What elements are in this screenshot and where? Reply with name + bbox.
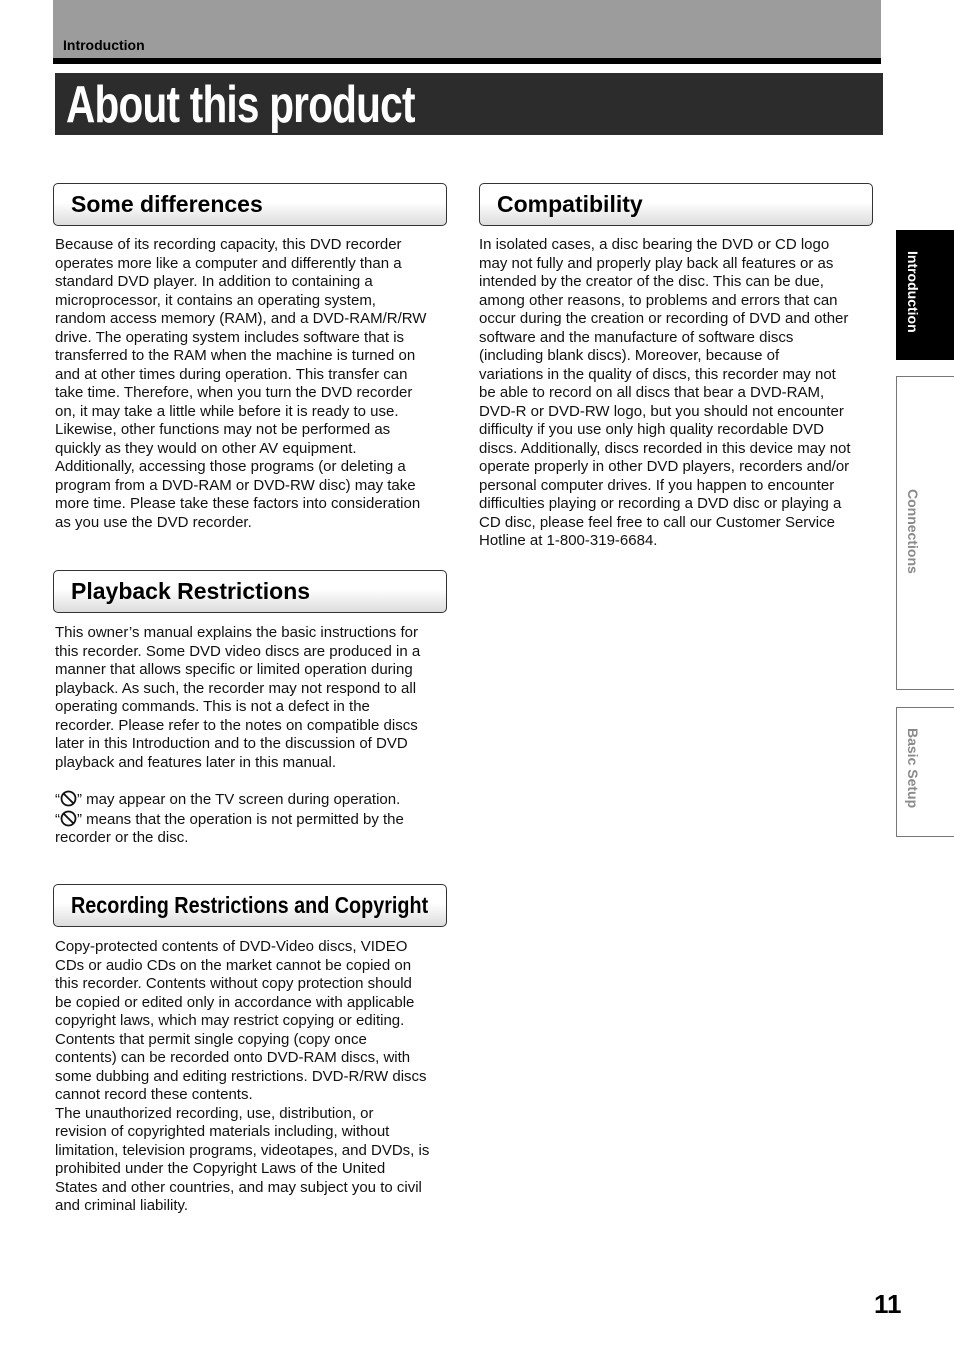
some-differences-text (55, 236, 426, 532)
compatibility-heading: Compatibility (497, 191, 643, 217)
text-line: drive. The operating system includes software that is (55, 328, 405, 346)
text-line: among other reasons, to problems and errors that can (479, 291, 838, 309)
text-line: Additionally, accessing those programs (or deleting a (55, 458, 406, 475)
text-line: prohibited under the Copyright Laws of the United (55, 1160, 386, 1177)
text-line: playback. As such, the recorder may not respond to all (55, 679, 417, 697)
text-line: Copy-protected contents of DVD-Video discs, VIDEO (55, 938, 408, 955)
text-line: discs. Additionally, discs recorded in this device may not (479, 439, 851, 457)
text-line: some dubbing and editing restrictions. DVD-R/RW discs (55, 1067, 427, 1085)
text-line: operate properly in other DVD players, recorders and/or (479, 458, 850, 475)
text-line: personal computer drives. If you happen to encounter (479, 476, 835, 494)
playback-restrictions-heading-box (53, 570, 447, 613)
text-line: occur during the creation or recording of DVD and other (479, 310, 849, 327)
text-line: Likewise, other functions may not be performed as (55, 421, 391, 438)
text-line: and at other times during operation. This transfer can (55, 365, 408, 383)
recording-restrictions-text (55, 938, 429, 1216)
text-line: more time. Please take these factors into consideration (55, 495, 421, 512)
text-line: this recorder. Some DVD video discs are produced in a (55, 642, 421, 660)
text-line: operates more like a computer and differently than a (55, 254, 402, 272)
text-line: This owner’s manual explains the basic instructions for (55, 624, 418, 641)
text-line: In isolated cases, a disc bearing the DVD or CD logo (479, 236, 830, 253)
playback-restrictions-text (55, 624, 420, 772)
some-differences-heading-box (53, 183, 447, 226)
text-line: recorder. Please refer to the notes on compatible discs (55, 716, 418, 734)
recording-restrictions-heading-box (53, 884, 447, 927)
text-line: program from a DVD-RAM or DVD-RW disc) may take (55, 476, 416, 494)
page-number: 11 (874, 1289, 902, 1319)
text-line: CDs or audio CDs on the market cannot be copied on (55, 956, 412, 974)
title-bar (55, 73, 883, 135)
text-line: be copied or edited only in accordance with applicable (55, 993, 415, 1011)
text-line: The unauthorized recording, use, distribution, or (55, 1104, 374, 1122)
text-line: and criminal liability. (55, 1197, 189, 1214)
text-line: transferred to the RAM when the machine is turned on (55, 347, 416, 364)
text-line: may not fully and properly play back all features or as (479, 254, 834, 272)
side-tab-basic-setup[interactable] (896, 707, 954, 837)
prohibit-icon-note (55, 790, 404, 848)
text-line: (including blank discs). Moreover, because of (479, 347, 780, 364)
text-line: DVD-R or DVD-RW logo, but you should not encounter (479, 402, 844, 420)
recording-restrictions-heading: Recording Restrictions and Copyright (71, 892, 429, 918)
text-line: as you use the DVD recorder. (55, 513, 252, 531)
text-line: CD disc, please feel free to call our Customer Service (479, 513, 835, 531)
icon-note-line-3: recorder or the disc. (55, 829, 189, 846)
side-tab-connections[interactable] (896, 376, 954, 690)
text-line: manner that allows specific or limited operation during (55, 661, 413, 678)
text-line: States and other countries, and may subject you to civil (55, 1178, 422, 1196)
text-line: take time. Therefore, when you turn the DVD recorder (55, 384, 413, 401)
prohibit-icon (60, 810, 77, 827)
text-line: contents) can be recorded onto DVD-RAM discs, with (55, 1049, 411, 1066)
some-differences-heading: Some differences (71, 191, 263, 217)
side-tab-basic-setup-label: Basic Setup (905, 728, 921, 809)
text-line: software and the manufacture of software discs (479, 328, 794, 346)
text-line: random access memory (RAM), and a DVD-RAM/R/RW (55, 310, 427, 327)
text-line: Hotline at 1-800-319-6684. (479, 532, 658, 549)
header-rule (53, 58, 881, 64)
icon-note-line-1: “ ” may appear on the TV screen during operation. (55, 791, 401, 808)
text-line: Because of its recording capacity, this DVD recorder (55, 236, 402, 253)
playback-restrictions-heading: Playback Restrictions (71, 578, 311, 604)
text-line: intended by the creator of the disc. This can be due, (479, 273, 824, 290)
prohibit-icon (60, 790, 77, 807)
side-tab-introduction-label: Introduction (905, 251, 921, 333)
text-line: operating commands. This is not a defect in the (55, 698, 370, 715)
icon-note-line-2: “ ” means that the operation is not permitted by the (55, 810, 404, 828)
text-line: copyright laws, which may restrict copying or editing. (55, 1012, 405, 1029)
text-line: quickly as they would on other AV equipment. (55, 439, 357, 457)
side-tab-connections-label: Connections (905, 489, 921, 574)
text-line: variations in the quality of discs, this recorder may not (479, 365, 836, 383)
text-line: microprocessor, it contains an operating system, (55, 291, 376, 309)
text-line: difficulties playing or recording a DVD disc or playing a (479, 495, 842, 512)
text-line: Contents that permit single copying (copy once (55, 1030, 367, 1048)
text-line: later in this Introduction and to the discussion of DVD (55, 735, 408, 752)
text-line: on, it may take a little while before it is ready to use. (55, 402, 399, 420)
page-title: About this product (66, 76, 415, 134)
text-line: limitation, television programs, videotapes, and DVDs, is (55, 1141, 430, 1159)
header-band (53, 0, 881, 58)
text-line: this recorder. Contents without copy protection should (55, 975, 412, 992)
text-line: difficulty if you use only high quality recordable DVD (479, 421, 824, 438)
text-line: revision of copyrighted materials including, without (55, 1123, 390, 1140)
text-line: cannot record these contents. (55, 1086, 253, 1103)
text-line: be able to record on all discs that bear a DVD-RAM, (479, 384, 825, 401)
side-tab-introduction[interactable] (896, 230, 954, 360)
text-line: standard DVD player. In addition to containing a (55, 273, 373, 290)
compatibility-heading-box (479, 183, 873, 226)
text-line: playback and features later in this manual. (55, 753, 336, 771)
compatibility-text (479, 236, 851, 551)
section-label: Introduction (63, 37, 145, 53)
